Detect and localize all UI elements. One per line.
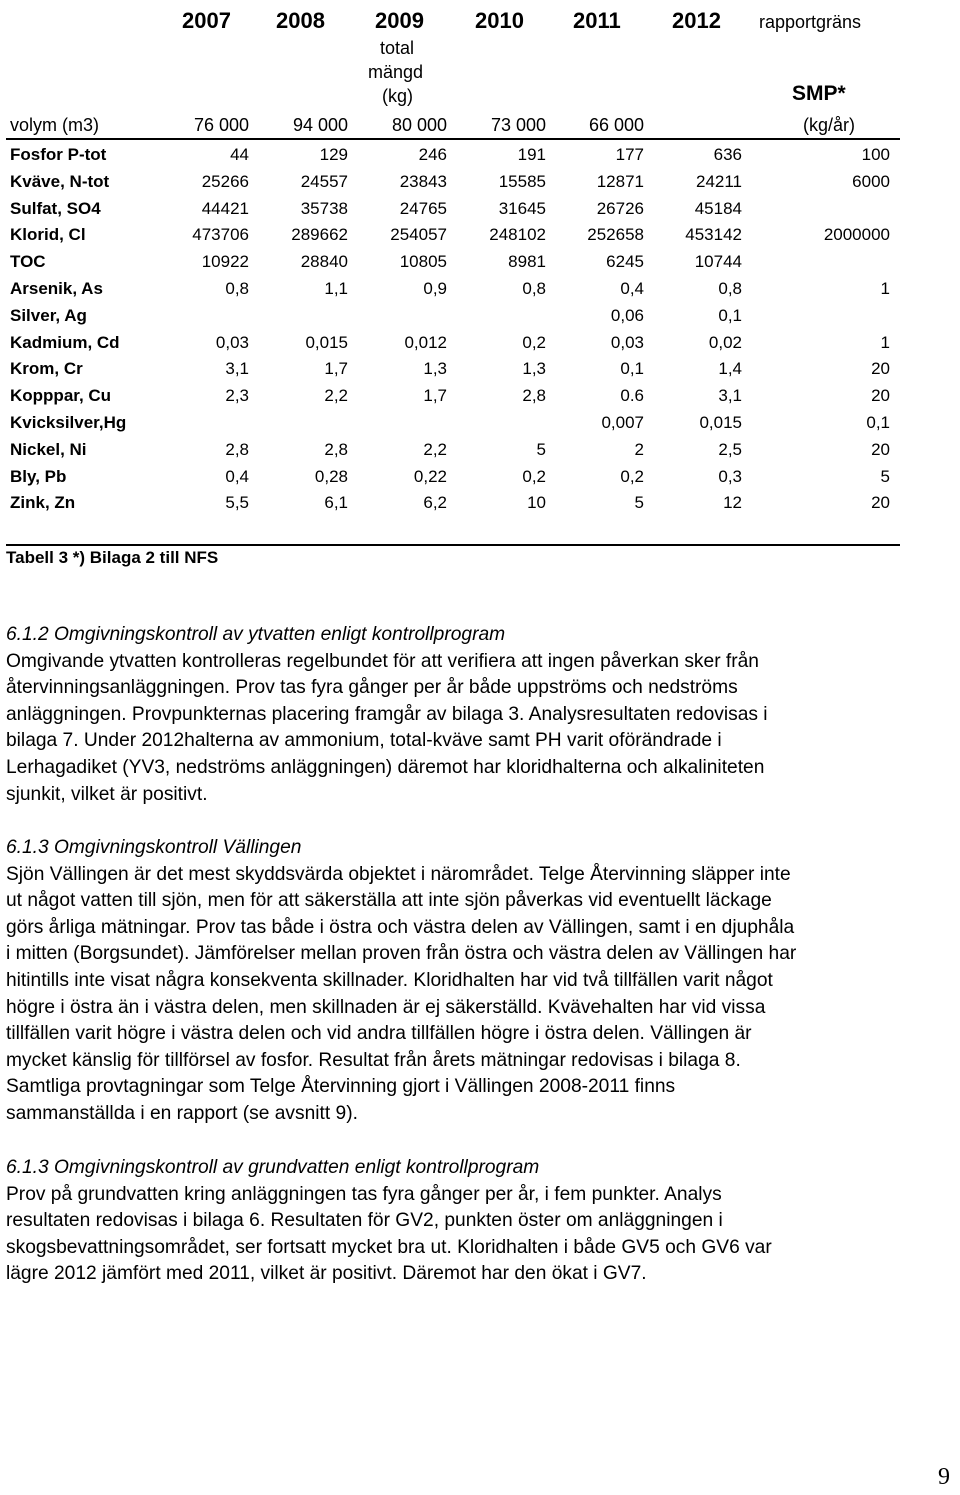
year-header-2010: 2010 <box>475 8 524 33</box>
table-cell: 0,06 <box>610 306 644 325</box>
table-cell: 31645 <box>498 199 546 218</box>
table-cell: 1,3 <box>522 359 546 378</box>
year-header-2012: 2012 <box>672 8 721 33</box>
paragraph-line: Lerhagadiket (YV3, nedströms anläggningen) däremot har kloridhalterna och alkaliniteten <box>6 756 765 778</box>
table-cell: 2,2 <box>423 440 447 459</box>
section-groundwater <box>6 1155 956 1288</box>
table-cell: 3,1 <box>718 386 742 405</box>
report-limit-header: rapportgräns <box>759 12 862 32</box>
table-cell: 0,015 <box>699 413 742 432</box>
table-cell: 10805 <box>399 252 447 271</box>
table-cell: 1,7 <box>423 386 447 405</box>
year-header-2009: 2009 <box>375 8 424 33</box>
table-cell: 44 <box>230 145 249 164</box>
year-header-2008: 2008 <box>276 8 325 33</box>
paragraph-line: högre i östra än i västra delen, men skillnaden är ej säkerställd. Kvävehalten har vid vissa <box>6 996 766 1018</box>
table-cell: 0,012 <box>404 333 447 352</box>
paragraph-line: Prov på grundvatten kring anläggningen tas fyra gånger per år, i fem punkter. Analys <box>6 1183 722 1205</box>
row-label: TOC <box>10 252 46 271</box>
table-cell: 1,7 <box>324 359 348 378</box>
paragraph-line: anläggningen. Provpunkternas placering framgår av bilaga 3. Analysresultaten redovisas i <box>6 703 768 725</box>
header-rule <box>6 138 900 140</box>
table-cell: 26726 <box>596 199 644 218</box>
paragraph-line: görs årliga mätningar. Prov tas både i östra och västra delen av Vällingen, samt i en djuphåla <box>6 916 795 938</box>
table-cell: 0,3 <box>718 467 742 486</box>
table-cell: 24211 <box>695 172 742 191</box>
table-cell: 2,8 <box>522 386 546 405</box>
row-label: Kadmium, Cd <box>10 333 120 352</box>
table-cell: 10744 <box>694 252 742 271</box>
table-caption: Tabell 3 *) Bilaga 2 till NFS <box>6 548 219 567</box>
table-cell: 35738 <box>300 199 348 218</box>
limit-cell: 0,1 <box>866 413 890 432</box>
paragraph-line: Omgivande ytvatten kontrolleras regelbundet för att verifiera att ingen påverkan sker från <box>6 650 759 672</box>
row-label: Krom, Cr <box>10 359 83 378</box>
table-cell: 24557 <box>300 172 348 191</box>
paragraph-line: mycket känslig för tillförsel av fosfor. Resultat från årets mätningar redovisas i bilaga 8. <box>6 1049 741 1071</box>
volume-cell: 80 000 <box>391 115 447 135</box>
volume-cell: 73 000 <box>490 115 546 135</box>
year-header-2007: 2007 <box>182 8 231 33</box>
total-label-line2: mängd <box>368 62 424 82</box>
paragraph-line: sjunkit, vilket är positivt. <box>6 783 208 805</box>
table-cell: 6245 <box>606 252 644 271</box>
limit-cell: 2000000 <box>823 225 890 244</box>
limit-cell: 5 <box>880 467 890 486</box>
table-cell: 10 <box>527 493 546 512</box>
table-cell: 2,3 <box>225 386 249 405</box>
row-label: Bly, Pb <box>10 467 67 486</box>
table-cell: 0,22 <box>413 467 447 486</box>
table-cell: 0,8 <box>225 279 249 298</box>
table-cell: 15585 <box>498 172 546 191</box>
table-cell: 0,02 <box>708 333 742 352</box>
paragraph-line: i mitten (Borgsundet). Jämförelser mellan proven från östra och västra delen av Vällingen har <box>6 943 797 965</box>
table-cell: 246 <box>418 145 447 164</box>
table-cell: 177 <box>615 145 644 164</box>
table-cell: 5 <box>634 493 644 512</box>
paragraph-line: resultaten redovisas i bilaga 6. Resultaten för GV2, punkten öster om anläggningen i <box>6 1210 723 1232</box>
row-label: Kopppar, Cu <box>10 386 112 405</box>
paragraph-line: Sjön Vällingen är det mest skyddsvärda objektet i närområdet. Telge Återvinning släpper inte <box>6 863 791 885</box>
table-cell: 2,8 <box>225 440 249 459</box>
table-cell: 1,4 <box>718 359 742 378</box>
table-cell: 23843 <box>399 172 447 191</box>
table-cell: 248102 <box>489 225 546 244</box>
table-cell: 289662 <box>291 225 348 244</box>
row-label: Kvicksilver,Hg <box>10 413 127 432</box>
table-cell: 24765 <box>399 199 447 218</box>
limit-cell: 20 <box>871 386 890 405</box>
table-cell: 0,2 <box>522 333 546 352</box>
limit-cell: 20 <box>871 493 890 512</box>
table-cell: 25266 <box>201 172 249 191</box>
table-cell: 473706 <box>192 225 249 244</box>
table-cell: 191 <box>517 145 546 164</box>
table-cell: 2,5 <box>718 440 742 459</box>
paragraph-line: sammanställda i en rapport (se avsnitt 9). <box>6 1102 358 1124</box>
table-cell: 5,5 <box>225 493 249 512</box>
table-cell: 0,03 <box>610 333 644 352</box>
section-surface-water <box>6 622 956 808</box>
table-cell: 129 <box>319 145 348 164</box>
table-cell: 0,4 <box>225 467 249 486</box>
volume-cell: 76 000 <box>193 115 249 135</box>
section-vallingen <box>6 835 956 1128</box>
year-header-2011: 2011 <box>573 8 621 33</box>
section-heading: 6.1.2 Omgivningskontroll av ytvatten enligt kontrollprogram <box>6 624 506 645</box>
table-cell: 636 <box>713 145 742 164</box>
table-cell: 45184 <box>694 199 742 218</box>
volume-cell: 94 000 <box>292 115 348 135</box>
table-cell: 0,2 <box>620 467 644 486</box>
table-cell: 453142 <box>685 225 742 244</box>
volume-label: volym (m3) <box>10 115 99 135</box>
table-cell: 0,8 <box>522 279 546 298</box>
limit-cell: 20 <box>871 440 890 459</box>
table-cell: 0,1 <box>620 359 644 378</box>
paragraph-line: bilaga 7. Under 2012halterna av ammonium, total-kväve samt PH varit oförändrade i <box>6 730 722 752</box>
paragraph-line: ut något vatten till sjön, men för att säkerställa att inte sjön påverkas vid eventuellt läckage <box>6 890 772 912</box>
table-cell: 44421 <box>201 199 249 218</box>
row-label: Arsenik, As <box>10 279 103 298</box>
table-cell: 2,2 <box>324 386 348 405</box>
paragraph-line: hitintills inte visat några konsekventa skillnader. Kloridhalten har vid två tillfällen varit något <box>6 969 773 991</box>
page-number: 9 <box>938 1464 950 1490</box>
table-cell: 6,2 <box>423 493 447 512</box>
row-label: Fosfor P-tot <box>10 145 107 164</box>
limit-cell: 20 <box>871 359 890 378</box>
row-label: Sulfat, SO4 <box>10 199 101 218</box>
paragraph-line: skogsbevattningsområdet, ser fortsatt mycket bra ut. Kloridhalten i både GV5 och GV6 var <box>6 1236 772 1258</box>
row-label: Kväve, N-tot <box>10 172 110 191</box>
section-heading: 6.1.3 Omgivningskontroll av grundvatten enligt kontrollprogram <box>6 1157 540 1178</box>
table-cell: 28840 <box>300 252 348 271</box>
table-cell: 3,1 <box>225 359 249 378</box>
table-cell: 12871 <box>596 172 644 191</box>
row-label: Silver, Ag <box>10 306 87 325</box>
volume-cell: 66 000 <box>588 115 644 135</box>
total-label-line1: total <box>380 38 415 58</box>
table-cell: 1,1 <box>324 279 348 298</box>
total-label-line3: (kg) <box>382 86 413 106</box>
row-label: Zink, Zn <box>10 493 76 512</box>
table-cell: 254057 <box>390 225 447 244</box>
paragraph-line: lägre 2012 jämfört med 2011, vilket är positivt. Däremot har den ökat i GV7. <box>6 1263 647 1285</box>
paragraph-line: tillfällen varit högre i västra delen och vid andra tillfällen högre i östra delen. Vällingen är <box>6 1023 752 1045</box>
table-cell: 0,4 <box>620 279 644 298</box>
table-cell: 0,9 <box>423 279 447 298</box>
table-cell: 0,015 <box>305 333 348 352</box>
table-cell: 0,03 <box>215 333 249 352</box>
limit-cell: 6000 <box>852 172 890 191</box>
table-cell: 8981 <box>508 252 546 271</box>
table-bottom-rule <box>6 544 900 546</box>
table-cell: 0,2 <box>522 467 546 486</box>
table-cell: 10922 <box>201 252 249 271</box>
table-cell: 0,28 <box>314 467 348 486</box>
table-cell: 0.6 <box>620 386 644 405</box>
table-cell: 2 <box>634 440 644 459</box>
table-cell: 0,1 <box>718 306 742 325</box>
table-cell: 0,8 <box>718 279 742 298</box>
table-cell: 6,1 <box>324 493 348 512</box>
table-cell: 5 <box>536 440 546 459</box>
table-cell: 0,007 <box>601 413 644 432</box>
table-cell: 1,3 <box>423 359 447 378</box>
smp-header: SMP* <box>792 82 846 105</box>
volume-unit: (kg/år) <box>802 115 855 135</box>
table-cell: 12 <box>723 493 742 512</box>
row-label: Nickel, Ni <box>10 440 87 459</box>
paragraph-line: återvinningsanläggningen. Prov tas fyra gånger per år både uppströms och nedströms <box>6 677 738 699</box>
limit-cell: 1 <box>880 279 890 298</box>
table-cell: 252658 <box>587 225 644 244</box>
paragraph-line: Samtliga provtagningar som Telge Återvinning gjort i Vällingen 2008-2011 finns <box>6 1076 676 1098</box>
limit-cell: 1 <box>880 333 890 352</box>
table-cell: 2,8 <box>324 440 348 459</box>
section-heading: 6.1.3 Omgivningskontroll Vällingen <box>6 837 302 858</box>
row-label: Klorid, Cl <box>10 225 86 244</box>
limit-cell: 100 <box>861 145 890 164</box>
